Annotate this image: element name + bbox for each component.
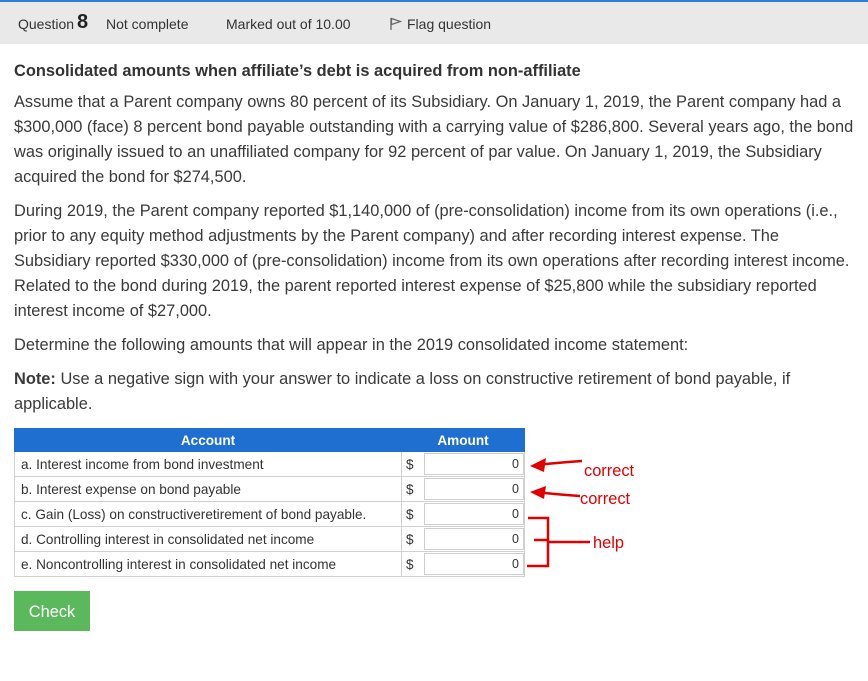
flag-icon: [390, 17, 402, 31]
controlling-interest-input[interactable]: [424, 528, 524, 550]
table-row: [15, 552, 525, 577]
arrow-row-b: [536, 492, 580, 496]
question-text: [14, 56, 854, 426]
note-label: Note:: [14, 370, 56, 388]
account-label: a. Interest income from bond investment: [15, 452, 402, 477]
currency-symbol: $: [402, 452, 425, 477]
marks-info: Marked out of 10.00: [226, 16, 351, 32]
account-label: c. Gain (Loss) on constructiveretirement of bond payable.: [15, 502, 402, 527]
question-number: 8: [77, 11, 89, 33]
table-row: [15, 502, 525, 527]
annotation-help: help: [593, 534, 624, 552]
interest-expense-input[interactable]: [424, 478, 524, 500]
annotation-correct-1: correct: [584, 462, 635, 480]
annotation-correct-2: correct: [580, 490, 631, 508]
interest-income-input[interactable]: [424, 453, 524, 475]
question-info-bar: [0, 0, 868, 44]
note-text: Use a negative sign with your answer to indicate a loss on constructive retirement of bond payable, if applicable.: [14, 370, 791, 413]
note: [14, 367, 854, 417]
arrow-row-a: [536, 461, 582, 465]
table-row: [15, 452, 525, 477]
completion-status: Not complete: [106, 16, 189, 32]
currency-symbol: $: [402, 477, 425, 502]
currency-symbol: $: [402, 527, 425, 552]
noncontrolling-interest-input[interactable]: [424, 553, 524, 575]
currency-symbol: $: [402, 502, 425, 527]
paragraph-3: Determine the following amounts that will appear in the 2019 consolidated income statement:: [14, 336, 689, 354]
arrowhead-b: [530, 486, 546, 499]
account-label: d. Controlling interest in consolidated net income: [15, 527, 402, 552]
account-label: b. Interest expense on bond payable: [15, 477, 402, 502]
account-label: e. Noncontrolling interest in consolidated net income: [15, 552, 402, 577]
flag-question-label: Flag question: [407, 16, 492, 32]
table-row: [15, 477, 525, 502]
account-header: Account: [15, 429, 402, 452]
check-button[interactable]: Check: [14, 591, 90, 631]
arrowhead-a: [530, 458, 546, 472]
paragraph-2: During 2019, the Parent company reported $1,140,000 of (pre-consolidation) income from its own operations (i.e., prior to any equity method adjustments by the Parent company) and after recording interest expense. The Subsidiary reported $330,000 of (pre-consolidation) income from its own operations after recording interest income. Related to the bond during 2019, the parent reported interest expense of $25,800 while the subsidiary reported interest income of $27,000.: [14, 202, 850, 320]
answer-table: [14, 428, 525, 577]
currency-symbol: $: [402, 552, 425, 577]
flag-question-link[interactable]: [390, 16, 491, 32]
gain-loss-input[interactable]: [424, 503, 524, 525]
question-title: Consolidated amounts when affiliate’s debt is acquired from non-affiliate: [14, 62, 581, 80]
bracket: [527, 518, 590, 566]
amount-header: Amount: [402, 429, 525, 452]
question-label: Question: [18, 16, 75, 32]
paragraph-1: Assume that a Parent company owns 80 percent of its Subsidiary. On January 1, 2019, the Parent company had a $300,000 (face) 8 percent bond payable outstanding with a carrying value of $286,800. Several years ago, the bond was originally issued to an unaffiliated company for 92 percent of par value. On January 1, 2019, the Subsidiary acquired the bond for $274,500.: [14, 93, 854, 186]
table-row: [15, 527, 525, 552]
